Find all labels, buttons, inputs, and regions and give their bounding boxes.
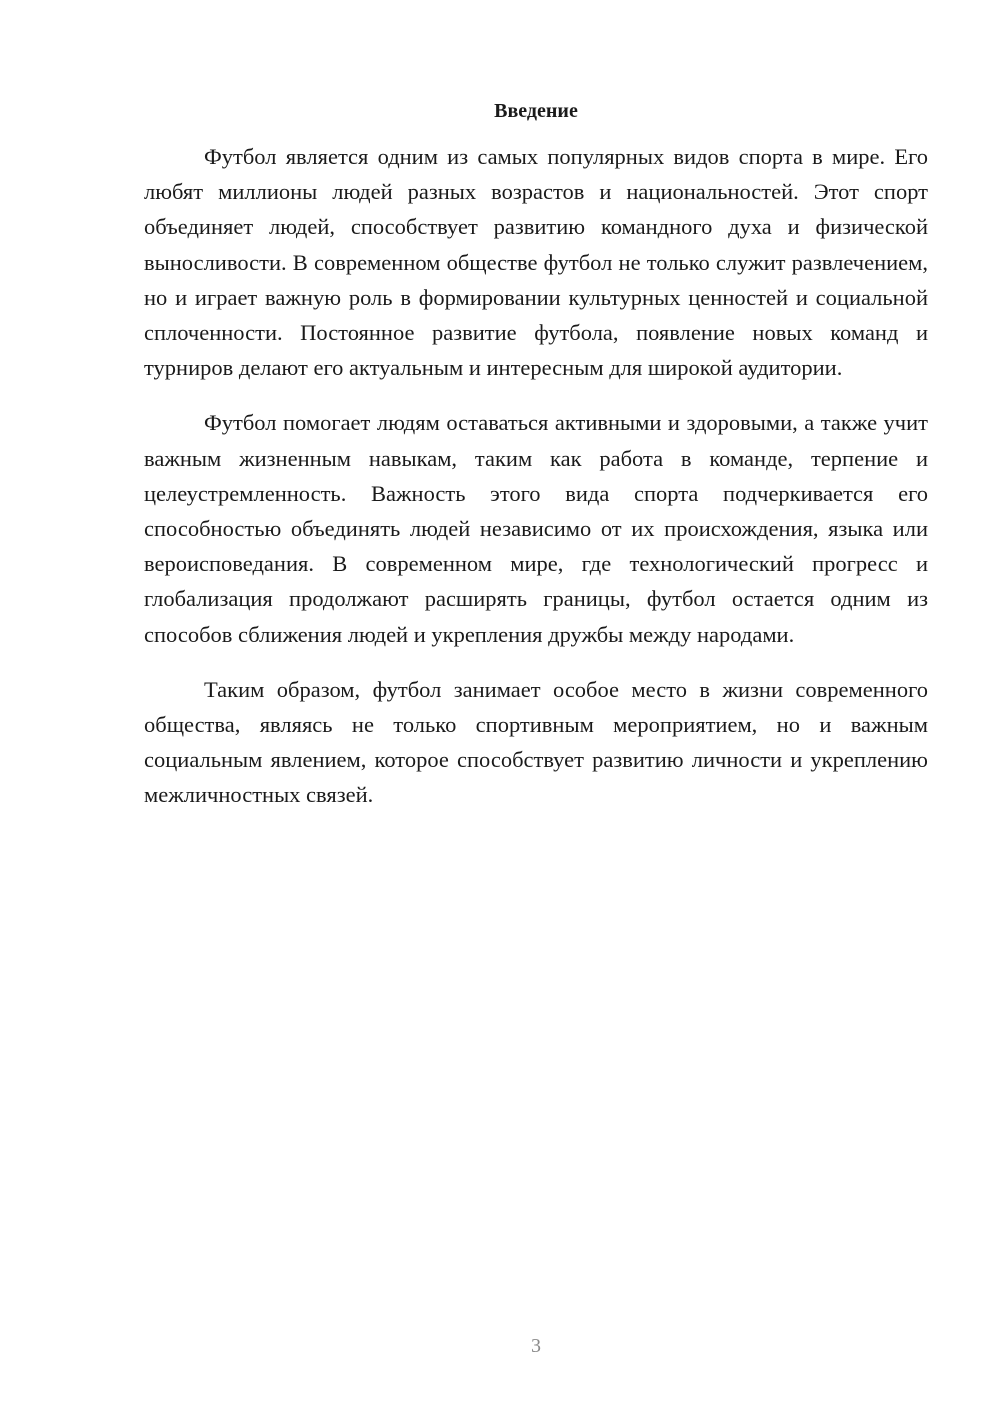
paragraph-3: Таким образом, футбол занимает особое место в жизни современного общества, являясь не только спортивным мероприятием, но и важным социальным явлением, которое способствует развитию личности и укреплению межличностных связей. [144,676,928,808]
document-body [144,96,928,813]
paragraph-1: Футбол является одним из самых популярных видов спорта в мире. Его любят миллионы людей разных возрастов и национальностей. Этот спорт объединяет людей, способствует развитию командного духа и физической выносливости. В современном обществе футбол не только служит развлечением, но и играет важную роль в формировании культурных ценностей и социальной сплоченности. Постоянное развитие футбола, появление новых команд и турниров делают его актуальным и интересным для широкой аудитории. [144,144,928,381]
section-heading: Введение [494,100,578,122]
page-number: 3 [531,1335,541,1357]
paragraph-2: Футбол помогает людям оставаться активными и здоровыми, а также учит важным жизненным навыкам, таким как работа в команде, терпение и целеустремленность. Важность этого вида спорта подчеркивается его способностью объединять людей независимо от их происхождения, языка или вероисповедания. В современном мире, где технологический прогресс и глобализация продолжают расширять границы, футбол остается одним из способов сближения людей и укрепления дружбы между народами. [144,410,928,647]
